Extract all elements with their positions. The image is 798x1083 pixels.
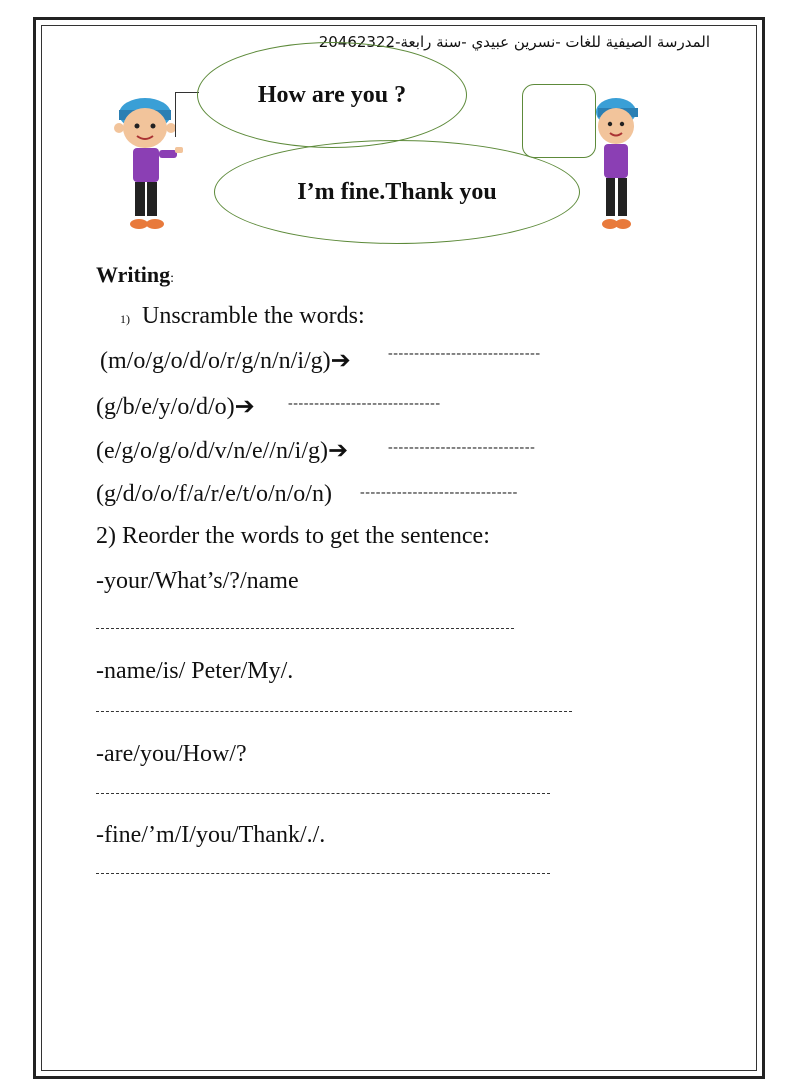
answer-line-3[interactable]	[96, 793, 550, 794]
reorder-item-3: -are/you/How/?	[96, 741, 247, 767]
reorder-item-1: -your/What’s/?/name	[96, 568, 299, 594]
bubble-connector-top	[175, 92, 199, 93]
answer-line-2[interactable]	[96, 711, 572, 712]
section-title: Writing:	[96, 262, 175, 287]
boy-cartoon-left	[105, 92, 185, 237]
boy-cartoon-right	[588, 92, 648, 237]
speech-bubble-answer	[214, 140, 580, 244]
question-text: How are you ?	[257, 81, 407, 108]
answer-text: I’m fine.Thank you	[297, 178, 497, 205]
answer-blank-1[interactable]: -----------------------------	[388, 346, 541, 361]
empty-answer-box	[522, 84, 596, 158]
section1-instruction: 1) Unscramble the words:	[120, 303, 365, 329]
section2-instruction: 2) Reorder the words to get the sentence:	[96, 523, 490, 549]
section1-number: 1)	[120, 312, 130, 326]
unscramble-item-1: (m/o/g/o/d/o/r/g/n/n/i/g)➔	[100, 348, 351, 374]
answer-line-4[interactable]	[96, 873, 550, 874]
answer-blank-4[interactable]: ------------------------------	[360, 485, 518, 500]
answer-blank-3[interactable]: ----------------------------	[388, 440, 536, 455]
answer-blank-2[interactable]: -----------------------------	[288, 396, 441, 411]
unscramble-item-4: (g/d/o/o/f/a/r/e/t/o/n/o/n)	[96, 481, 332, 507]
unscramble-item-3: (e/g/o/g/o/d/v/n/e//n/i/g)➔	[96, 438, 349, 464]
reorder-item-2: -name/is/ Peter/My/.	[96, 658, 294, 684]
answer-line-1[interactable]	[96, 628, 514, 629]
unscramble-item-2: (g/b/e/y/o/d/o)➔	[96, 394, 255, 420]
bubble-connector-side	[175, 92, 176, 137]
worksheet-header: المدرسة الصيفية للغات -نسرين عبيدي -سنة رابعة-20462322	[318, 33, 710, 51]
speech-bubble-question	[197, 42, 467, 148]
reorder-item-4: -fine/’m/I/you/Thank/./.	[96, 822, 326, 848]
